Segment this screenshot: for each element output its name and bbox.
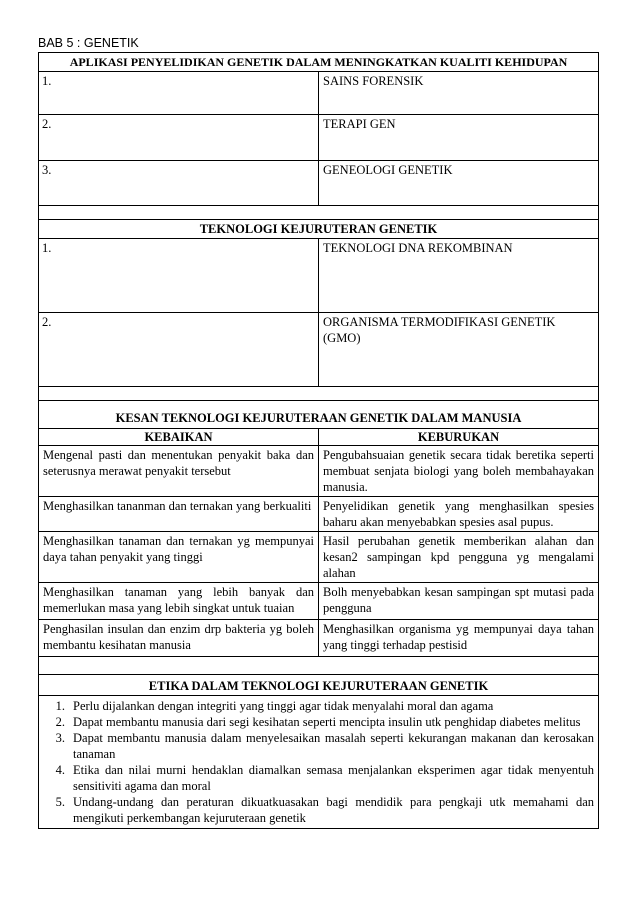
etika-item [39,714,594,730]
worksheet [38,52,599,829]
kesan-row [39,497,599,532]
kebaikan-cell: Mengenal pasti dan menentukan penyakit baka dan seterusnya merawat penyakit tersebut [39,446,319,497]
kebaikan-cell: Menghasilkan tananman dan ternakan yang berkualiti [39,497,319,532]
etika-text: Perlu dijalankan dengan integriti yang tinggi agar tidak menyalahi moral dan agama [73,699,494,713]
teknologi-heading: TEKNOLOGI KEJURUTERAN GENETIK [39,220,599,239]
aplikasi-row [39,161,599,206]
aplikasi-row [39,72,599,115]
keburukan-header: KEBURUKAN [319,429,599,446]
kesan-row [39,620,599,657]
aplikasi-num: 1. [39,72,319,115]
keburukan-cell: Penyelidikan genetik yang menghasilkan spesies baharu akan menyebabkan spesies asal pupus. [319,497,599,532]
teknologi-row [39,239,599,313]
etika-num: 4. [55,763,65,777]
keburukan-cell: Bolh menyebabkan kesan sampingan spt mutasi pada pengguna [319,583,599,620]
etika-item [39,698,594,714]
keburukan-cell: Pengubahsuaian genetik secara tidak beretika seperti membuat senjata biologi yang boleh membahayakan manusia. [319,446,599,497]
etika-item [39,794,594,826]
spacer-row [39,657,599,675]
teknologi-num: 2. [39,313,319,387]
teknologi-label: ORGANISMA TERMODIFIKASI GENETIK (GMO) [319,313,599,387]
kesan-table [38,400,599,675]
etika-num: 5. [55,795,65,809]
keburukan-cell: Menghasilkan organisma yg mempunyai daya tahan yang tinggi terhadap pestisid [319,620,599,657]
aplikasi-label: GENEOLOGI GENETIK [319,161,599,206]
kesan-heading: KESAN TEKNOLOGI KEJURUTERAAN GENETIK DALAM MANUSIA [39,401,599,429]
chapter-title: BAB 5 : GENETIK [38,36,139,50]
aplikasi-heading: APLIKASI PENYELIDIKAN GENETIK DALAM MENINGKATKAN KUALITI KEHIDUPAN [39,53,599,72]
etika-text: Etika dan nilai murni hendaklan diamalkan semasa menjalankan eksperimen agar tidak menyentuh sensitiviti agama dan moral [73,763,594,793]
aplikasi-row [39,115,599,161]
teknologi-label: TEKNOLOGI DNA REKOMBINAN [319,239,599,313]
kesan-row [39,583,599,620]
etika-item [39,730,594,762]
kebaikan-cell: Menghasilkan tanaman dan ternakan yg mempunyai daya tahan penyakit yang tinggi [39,532,319,583]
kebaikan-header: KEBAIKAN [39,429,319,446]
etika-table [38,674,599,829]
teknologi-row [39,313,599,387]
etika-num: 2. [55,715,65,729]
etika-text: Undang-undang dan peraturan dikuatkuasakan bagi mendidik para pengkaji utk memahami dan mengikuti perkembangan kejuruteraan genetik [73,795,594,825]
kebaikan-cell: Menghasilkan tanaman yang lebih banyak dan memerlukan masa yang lebih singkat untuk tuaian [39,583,319,620]
aplikasi-num: 2. [39,115,319,161]
etika-text: Dapat membantu manusia dari segi kesihatan seperti mencipta insulin utk penghidap diabetes melitus [73,715,581,729]
etika-list [39,696,598,828]
aplikasi-num: 3. [39,161,319,206]
etika-item [39,762,594,794]
spacer-row [39,206,599,220]
etika-heading: ETIKA DALAM TEKNOLOGI KEJURUTERAAN GENETIK [39,675,599,696]
kesan-row [39,446,599,497]
teknologi-num: 1. [39,239,319,313]
spacer-row [39,387,599,401]
etika-text: Dapat membantu manusia dalam menyelesaikan masalah seperti kekurangan makanan dan kerosakan tanaman [73,731,594,761]
teknologi-table [38,219,599,401]
etika-num: 1. [55,699,65,713]
keburukan-cell: Hasil perubahan genetik memberikan alahan dan kesan2 sampingan kpd pengguna yg mengalami alahan [319,532,599,583]
kebaikan-cell: Penghasilan insulan dan enzim drp bakteria yg boleh membantu kesihatan manusia [39,620,319,657]
etika-num: 3. [55,731,65,745]
aplikasi-label: TERAPI GEN [319,115,599,161]
aplikasi-label: SAINS FORENSIK [319,72,599,115]
aplikasi-table [38,52,599,220]
kesan-row [39,532,599,583]
